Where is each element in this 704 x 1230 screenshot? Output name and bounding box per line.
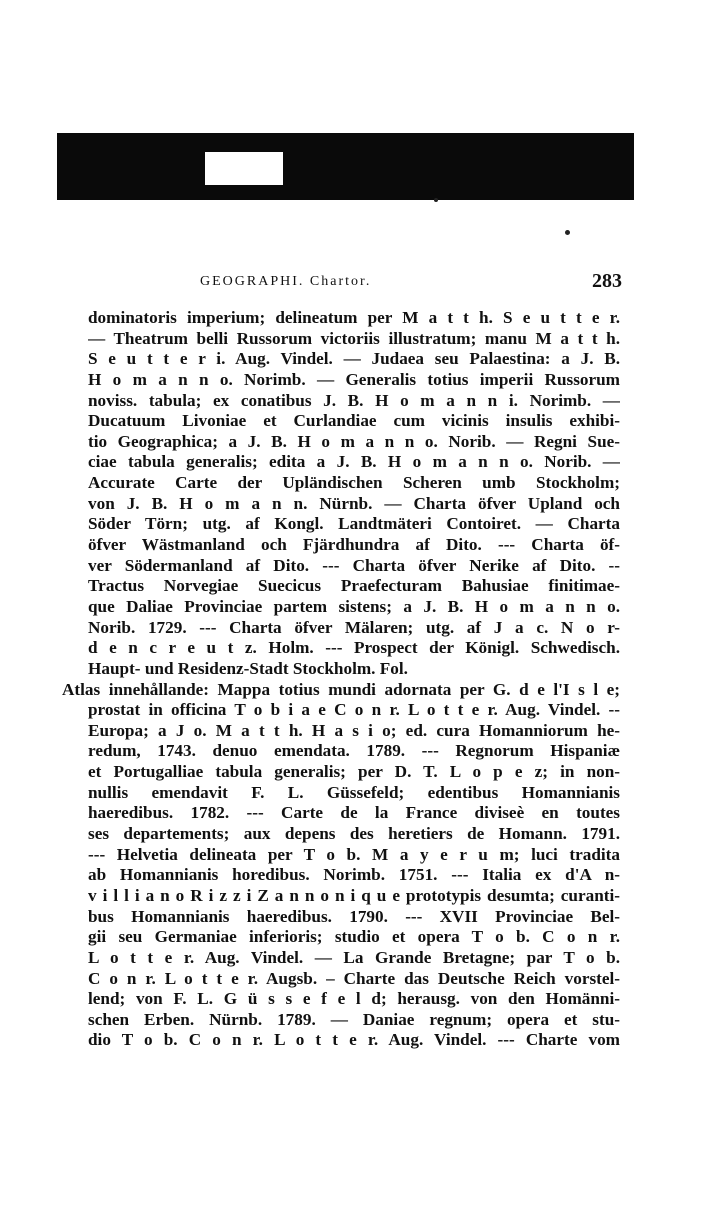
text-line: gii seu Germaniae inferioris; studio et opera T o b. C o n r. [88, 927, 620, 947]
text-line: ab Homannianis horedibus. Norimb. 1751. --- Italia ex d'A n- [88, 865, 620, 885]
text-line: nullis emendavit F. L. Güssefeld; edentibus Homannianis [88, 782, 620, 802]
text-line: --- Helvetia delineata per T o b. M a y e r u m; luci tradita [88, 844, 620, 864]
text-line: Söder Törn; utg. af Kongl. Landtmäteri Contoiret. — Charta [88, 514, 620, 534]
running-header [200, 270, 622, 296]
text-line: ses departements; aux depens des heretiers de Homann. 1791. [88, 824, 620, 844]
text-line: bus Homannianis haeredibus. 1790. --- XVII Provinciae Bel- [88, 906, 620, 926]
text-line: öfver Wästmanland och Fjärdhundra af Dito. --- Charta öf- [88, 535, 620, 555]
text-line: lend; von F. L. G ü s s e f e l d; herausg. von den Homänni- [88, 989, 620, 1009]
text-line: v i l l i a n o R i z z i Z a n n o n i q u e prototypis desumta; curanti- [88, 885, 620, 905]
text-line: et Portugalliae tabula generalis; per D. T. L o p e z; in non- [88, 762, 620, 782]
running-title: GEOGRAPHI. Chartor. [200, 274, 372, 289]
text-line: dominatoris imperium; delineatum per M a t t h. S e u t t e r. [88, 308, 620, 327]
scan-speck [434, 198, 438, 202]
text-line: Haupt- und Residenz-Stadt Stockholm. Fol. [88, 658, 408, 678]
text-line: Tractus Norvegiae Suecicus Praefecturam Bahusiae finitimae- [88, 576, 620, 596]
text-line: que Daliae Provinciae partem sistens; a J. B. H o m a n n o. [88, 596, 620, 616]
text-line: prostat in officina T o b i a e C o n r. L o t t e r. Aug. Vindel. -- [88, 700, 620, 720]
text-line: — Theatrum belli Russorum victoriis illustratum; manu M a t t h. [88, 328, 620, 348]
text-line: L o t t e r. Aug. Vindel. — La Grande Bretagne; par T o b. [88, 947, 620, 967]
text-line: d e n c r e u t z. Holm. --- Prospect der Königl. Schwedisch. [88, 638, 620, 658]
text-line: Ducatuum Livoniae et Curlandiae cum vicinis insulis exhibi- [88, 411, 620, 431]
text-line: ciae tabula generalis; edita a J. B. H o m a n n o. Norib. — [88, 452, 620, 472]
scan-blank-patch [205, 152, 283, 185]
text-line: redum, 1743. denuo emendata. 1789. --- Regnorum Hispaniæ [88, 741, 620, 761]
text-line: von J. B. H o m a n n. Nürnb. — Charta öfver Upland och [88, 493, 620, 513]
text-line: Norib. 1729. --- Charta öfver Mälaren; utg. af J a c. N o r- [88, 617, 620, 637]
text-line: Europa; a J o. M a t t h. H a s i o; ed. cura Homanniorum he- [88, 720, 620, 740]
text-line: ver Södermanland af Dito. --- Charta öfver Nerike af Dito. -- [88, 555, 620, 575]
text-line: haeredibus. 1782. --- Carte de la France diviseè en toutes [88, 803, 620, 823]
text-line: tio Geographica; a J. B. H o m a n n o. Norib. — Regni Sue- [88, 431, 620, 451]
text-line: S e u t t e r i. Aug. Vindel. — Judaea seu Palaestina: a J. B. [88, 349, 620, 369]
page-body-text [62, 308, 620, 1051]
text-line: H o m a n n o. Norimb. — Generalis totius imperii Russorum [88, 369, 620, 389]
text-line: Accurate Carte der Upländischen Scheren umb Stockholm; [88, 473, 620, 493]
text-line: noviss. tabula; ex conatibus J. B. H o m a n n i. Norimb. — [88, 390, 620, 410]
scan-black-bar [57, 133, 634, 200]
text-line: schen Erben. Nürnb. 1789. — Daniae regnum; opera et stu- [88, 1009, 620, 1029]
text-line: Atlas innehållande: Mappa totius mundi adornata per G. d e l'I s l e; [62, 679, 620, 699]
scan-speck [565, 230, 570, 235]
page-number: 283 [592, 270, 622, 292]
text-line: C o n r. L o t t e r. Augsb. – Charte das Deutsche Reich vorstel- [88, 968, 620, 988]
text-line: dio T o b. C o n r. L o t t e r. Aug. Vindel. --- Charte vom [88, 1030, 620, 1050]
